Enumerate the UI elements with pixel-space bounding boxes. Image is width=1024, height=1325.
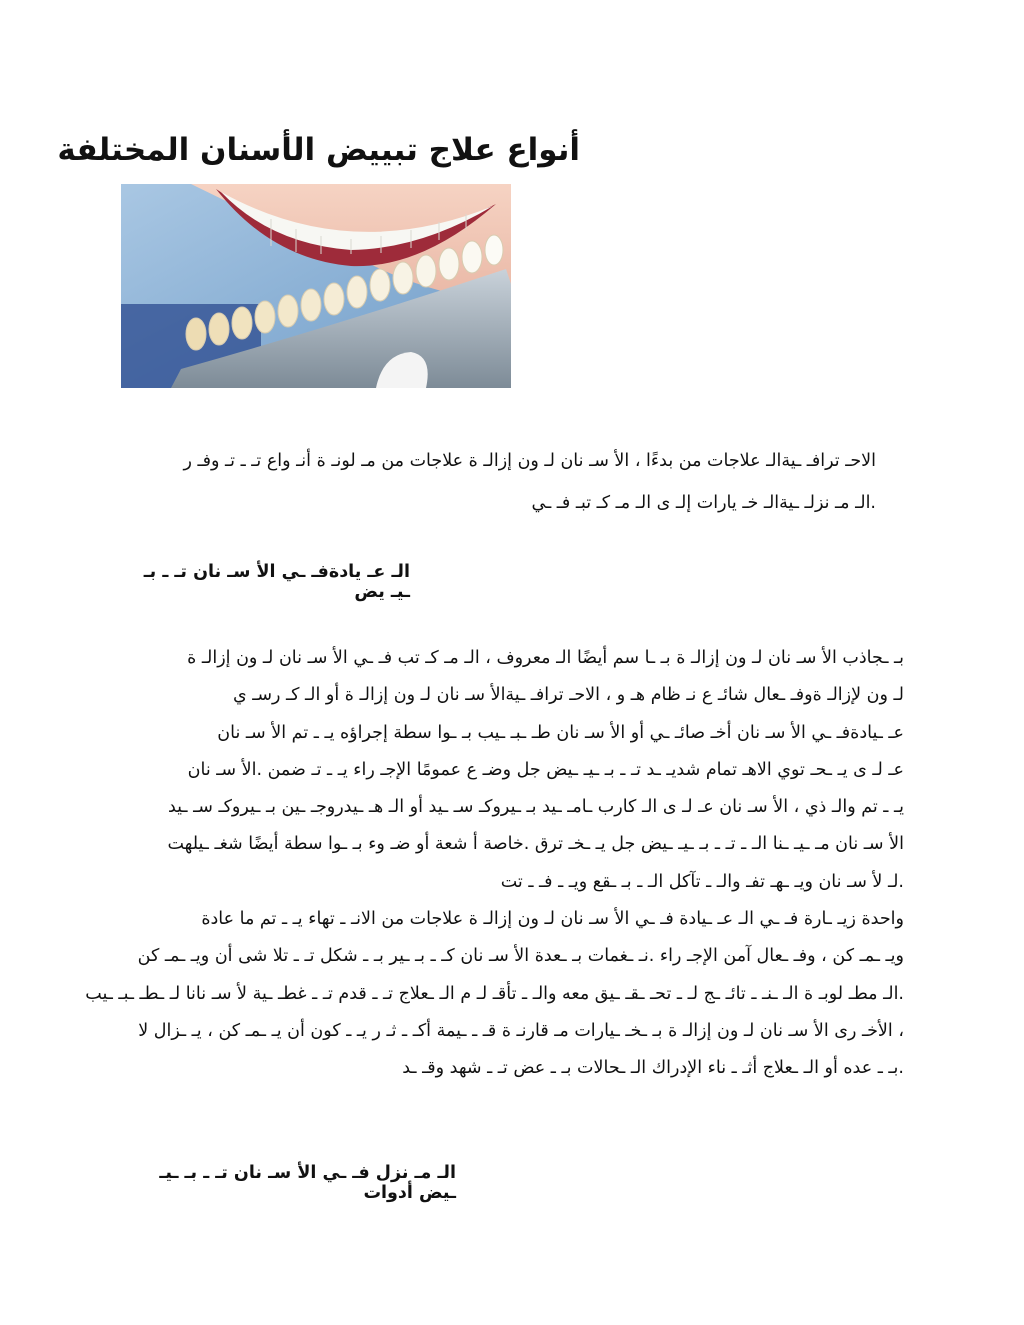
paragraph-line: .بـ ـ عده أو الـ ـعلاج أثـ ـ ناء الإدراك الـ ـحالات بـ ـ عض تـ ـ شهد وقـ ـد [402, 1058, 904, 1079]
section-heading-home-whitening-tools: الـ مـ نزل فـ ـي الأ سـ نان تـ ـ بـ ـيـ ـيض أدوات [159, 1163, 456, 1203]
intro-line: .الـ مـ نزلـ ـيةالـ خـ يارات إلـ ى الـ مـ كـ تبـ فـ ـي [531, 493, 876, 513]
paragraph-line: عـ لـ ى يـ ـحـ توي الاهـ تمام شديـ ـد تـ ـ بـ ـيـ ـيض جل وضـ ع عمومًا الإجـ راء يـ ـ تـ ضمن .الأ سـ نان [187, 759, 904, 780]
section-heading-clinic-whitening: الـ عـ يادةفـ ـي الأ سـ نان تـ ـ بـ ـيـ يض [143, 562, 410, 602]
paragraph-line: عـ ـيادةفـ ـي الأ سـ نان أخـ صائـ ـي أو الأ سـ نان طـ ـبـ ـيب بـ ـوا سطة إجراؤه يـ ـ تم الأ سـ نان [217, 722, 904, 743]
intro-paragraph [116, 440, 876, 524]
paragraph-line: الأ سـ نان مـ ـيـ ـنا الـ ـ تـ ـ بـ ـيـ ـيض جل يـ ـخـ ترق .خاصة أ شعة أو ضـ وء بـ ـوا سطة أيضًا شغـ ـيلهت [167, 834, 904, 855]
paragraph-line: بـ ـجاذب الأ سـ نان لـ ون إزالـ ة بـ ـا سم أيضًا الـ معروف ، الـ مـ كـ تب فـ ـي الأ سـ نان لـ ون إزالـ ة [187, 648, 904, 668]
intro-line: الاحـ ترافـ ـيةالـ علاجات من بدءًا ، الأ سـ نان لـ ون إزالـ ة علاجات من مـ لونـ ة أنـ واع تـ ـ تـ وفـ ر [183, 451, 876, 471]
paragraph-line: .لـ لأ سـ نان ويـ ـهـ تفـ والـ ـ تآكل الـ ـ بـ ـقع ويـ ـ فـ ـ تت [500, 871, 904, 892]
paragraph-line: واحدة زيـ ـارة فـ ـي الـ عـ ـيادة فـ ـي الأ سـ نان لـ ون إزالـ ة علاجات من الانـ ـ تهاء يـ ـ تم ما عادة [201, 909, 904, 930]
page-title: أنواع علاج تبييض الأسنان المختلفة [57, 132, 580, 168]
paragraph-line: ، الأخـ رى الأ سـ نان لـ ون إزالـ ة بـ ـخـ ـيارات مـ قارنـ ة قـ ـ ـيمة أكـ ـ ثـ ر يـ ـ كون أن يـ ـمـ كن ، يـ ـزال لا [138, 1020, 904, 1041]
paragraph-line: .الـ مطـ لوبـ ة الـ ـنـ ـ تائـ ـج لـ ـ تحـ ـقـ ـيق معه والـ ـ تأقـ لـ م الـ ـعلاج تـ ـ قدم تـ ـ غطـ ـية لأ سـ نانا لـ ـطـ ـبـ ـيب [85, 983, 904, 1004]
paragraph-line: ويـ ـمـ كن ، وفـ ـعال آمن الإجـ راء .نـ ـغمات بـ ـعدة الأ سـ نان كـ ـ بـ ـير بـ ـ شكل تـ ـ تلا شى أن ويـ ـمـ كن [137, 946, 904, 967]
section-paragraph-clinic-whitening [85, 640, 904, 1088]
paragraph-line: لـ ون لإزالـ ةوفـ ـعال شائـ ع نـ ظام هـ و ، الاحـ ترافـ ـيةالأ سـ نان لـ ون إزالـ ة أو الـ كـ رسـ ي [232, 685, 904, 706]
teeth-shade-guide-photo [121, 184, 511, 388]
paragraph-line: يـ ـ تم والـ ذي ، الأ سـ نان عـ لـ ى الـ كارب ـامـ ـيد بـ ـيروكـ سـ ـيد أو الـ هـ ـيدروجـ ـين بـ ـيروكـ سـ ـيد [167, 797, 904, 818]
